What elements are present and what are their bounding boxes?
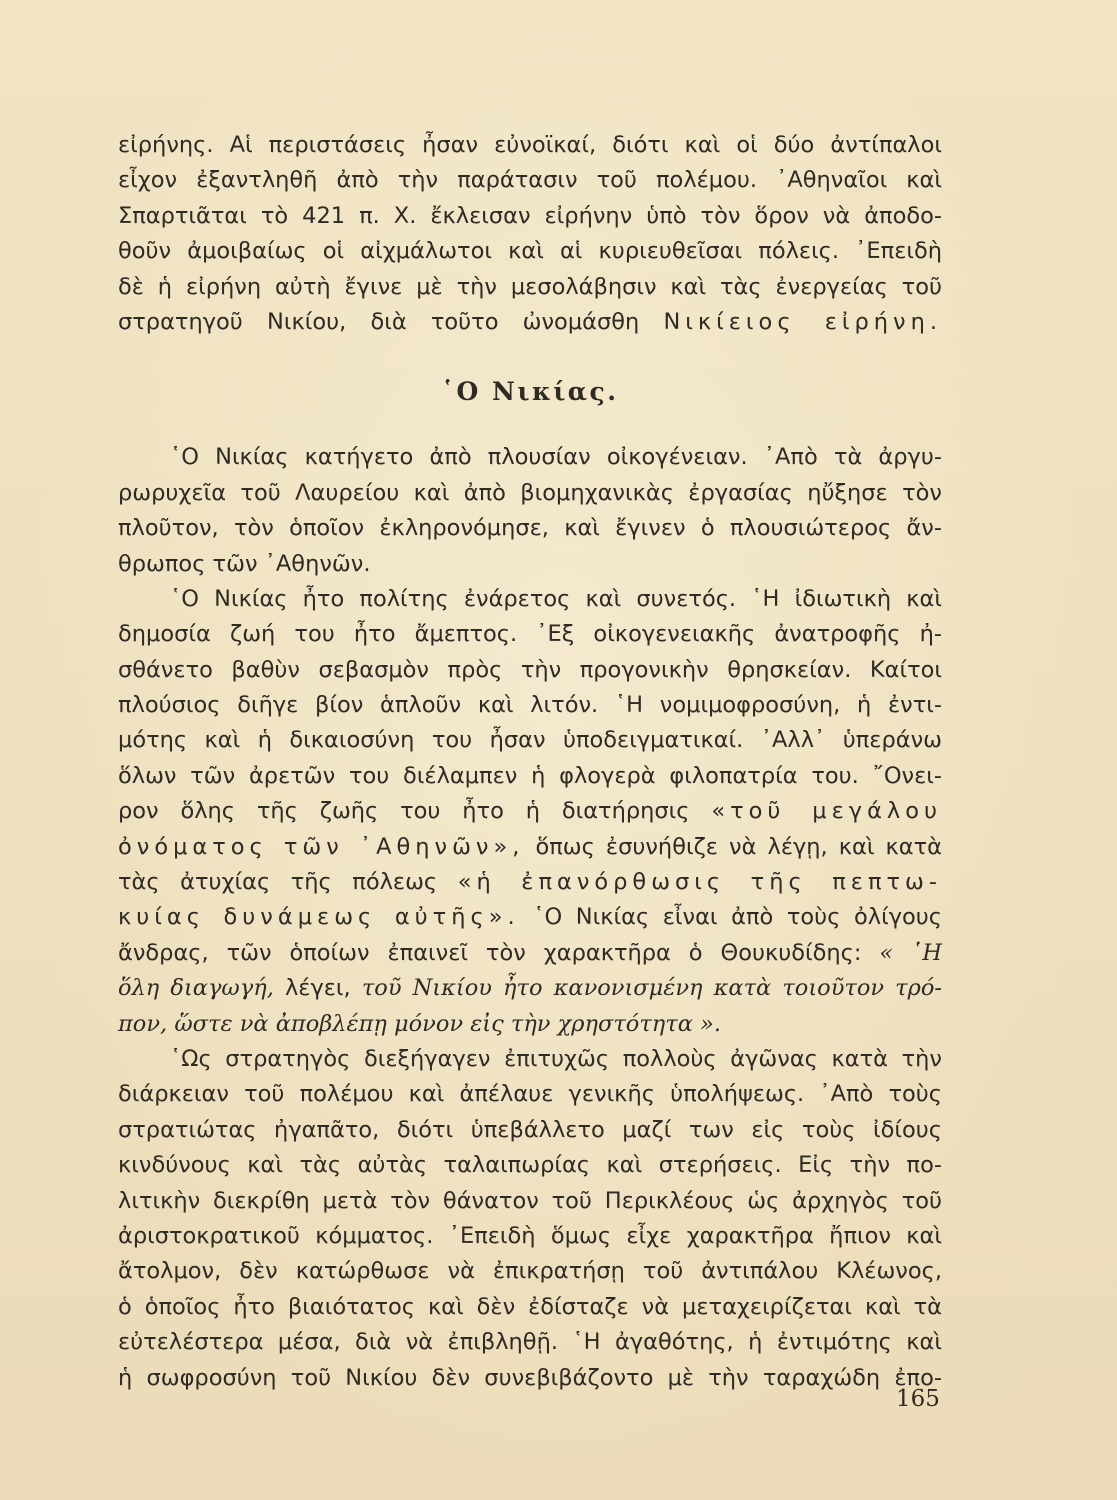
text-line: στρατιώτας ἠγαπᾶτο, διότι ὑπεβάλλετο μαζί των εἰς τοὺς ἰδίους bbox=[118, 1116, 942, 1143]
text-span: ρον ὅλης τῆς ζωῆς του ἦτο ἡ διατήρησις bbox=[118, 798, 690, 825]
text-line: Σπαρτιᾶται τὸ 421 π. Χ. ἔκλεισαν εἰρήνην ὑπὸ τὸν ὅρον νὰ ἀποδο- bbox=[118, 202, 942, 229]
spacer bbox=[118, 340, 942, 372]
text-line: ῾Ως στρατηγὸς διεξήγαγεν ἐπιτυχῶς πολλοὺς ἀγῶνας κατὰ τὴν bbox=[170, 1045, 942, 1072]
text-line: ρωρυχεῖα τοῦ Λαυρείου καὶ ἀπὸ βιομηχανικὰς ἐργασίας ηὔξησε τὸν bbox=[118, 479, 942, 506]
text-line: σθάνετο βαθὺν σεβασμὸν πρὸς τὴν προγονικὴν θρησκείαν. Καίτοι bbox=[118, 656, 942, 683]
text-line bbox=[118, 830, 942, 865]
spaced-text: κυίας δυνάμεως αὐτῆς». bbox=[118, 904, 520, 931]
text-span: λέγει, bbox=[284, 975, 351, 1002]
text-line: λιτικὴν διεκρίθη μετὰ τὸν θάνατον τοῦ Περικλέους ὡς ἀρχηγὸς τοῦ bbox=[118, 1187, 942, 1214]
spaced-text: «ἡ ἐπανόρθωσις τῆς πεπτω- bbox=[457, 869, 942, 896]
text-line: θοῦν ἀμοιβαίως οἱ αἰχμάλωτοι καὶ αἱ κυριευθεῖσαι πόλεις. ᾿Επειδὴ bbox=[118, 238, 942, 265]
text-line: δημοσία ζωή του ἦτο ἄμεπτος. ᾿Εξ οἰκογενειακῆς ἀνατροφῆς ἠ- bbox=[118, 621, 942, 648]
text-line bbox=[118, 936, 942, 971]
spaced-text: «τοῦ μεγάλου bbox=[711, 798, 942, 825]
italic-text: « ῾Η bbox=[879, 939, 942, 966]
text-line: διάρκειαν τοῦ πολέμου καὶ ἀπέλαυε γενικῆς ὑπολήψεως. ᾿Απὸ τοὺς bbox=[118, 1081, 942, 1108]
spaced-text: ὀνόματος τῶν ᾿Αθηνῶν», bbox=[118, 833, 525, 860]
text-line: ὅλων τῶν ἀρετῶν του διέλαμπεν ἡ φλογερὰ φιλοπατρία του. ῎Ονει- bbox=[118, 762, 942, 789]
text-line: μότης καὶ ἡ δικαιοσύνη του ἦσαν ὑποδειγματικαί. ᾿Αλλ᾿ ὑπεράνω bbox=[118, 727, 942, 754]
text-line: πλοῦτον, τὸν ὁποῖον ἐκληρονόμησε, καὶ ἔγινεν ὁ πλουσιώτερος ἄν- bbox=[118, 515, 942, 542]
text-line: εἶχον ἐξαντληθῆ ἀπὸ τὴν παράτασιν τοῦ πολέμου. ᾿Αθηναῖοι καὶ bbox=[118, 167, 942, 194]
text-line: δὲ ἡ εἰρήνη αὐτὴ ἔγινε μὲ τὴν μεσολάβησιν καὶ τὰς ἐνεργείας τοῦ bbox=[118, 273, 942, 300]
italic-text: τοῦ Νικίου ἦτο κανονισμένη κατὰ τοιοῦτον τρό- bbox=[361, 975, 943, 1002]
text-span: ἄνδρας, τῶν ὁποίων ἐπαινεῖ τὸν χαρακτῆρα ὁ Θουκυδίδης: bbox=[118, 939, 862, 966]
text-line: ῾Ο Νικίας ἦτο πολίτης ἐνάρετος καὶ συνετός. ῾Η ἰδιωτικὴ καὶ bbox=[170, 585, 942, 612]
text-span: ῾Ο Νικίας εἶναι ἀπὸ τοὺς ὀλίγους bbox=[533, 904, 943, 931]
text-line bbox=[118, 971, 942, 1006]
text-span: στρατηγοῦ Νικίου, διὰ τοῦτο ὠνομάσθη bbox=[118, 308, 640, 335]
spaced-text: Νικίειος εἰρήνη. bbox=[663, 308, 942, 335]
text-line bbox=[118, 1007, 942, 1042]
text-span: τὰς ἀτυχίας τῆς πόλεως bbox=[118, 869, 438, 896]
text-line: πλούσιος διῆγε βίον ἁπλοῦν καὶ λιτόν. ῾Η νομιμοφροσύνη, ἡ ἐντι- bbox=[118, 692, 942, 719]
text-line: ἄτολμον, δὲν κατώρθωσε νὰ ἐπικρατήσῃ τοῦ ἀντιπάλου Κλέωνος, bbox=[118, 1258, 942, 1285]
italic-text: πον, ὥστε νὰ ἀποβλέπῃ μόνον εἰς τὴν χρηστότητα ». bbox=[118, 1010, 721, 1037]
spacer bbox=[118, 412, 942, 440]
text-line bbox=[118, 305, 942, 340]
text-line: ῾Ο Νικίας κατήγετο ἀπὸ πλουσίαν οἰκογένειαν. ᾿Απὸ τὰ ἀργυ- bbox=[170, 444, 942, 471]
text-line: εὐτελέστερα μέσα, διὰ νὰ ἐπιβληθῇ. ῾Η ἀγαθότης, ἡ ἐντιμότης καὶ bbox=[118, 1329, 942, 1356]
text-line: ὁ ὁποῖος ἦτο βιαιότατος καὶ δὲν ἐδίσταζε νὰ μεταχειρίζεται καὶ τὰ bbox=[118, 1293, 942, 1320]
text-line: ἡ σωφροσύνη τοῦ Νικίου δὲν συνεβιβάζοντο μὲ τὴν ταραχώδη ἐπο- bbox=[118, 1364, 942, 1391]
section-heading: ῾Ο Νικίας. bbox=[441, 377, 619, 407]
italic-text: ὅλη διαγωγή, bbox=[118, 975, 274, 1002]
text-span: ὅπως ἐσυνήθιζε νὰ λέγῃ, καὶ κατὰ bbox=[535, 833, 943, 860]
text-line bbox=[118, 900, 942, 935]
text-line: ἀριστοκρατικοῦ κόμματος. ᾿Επειδὴ ὅμως εἶχε χαρακτῆρα ἤπιον καὶ bbox=[118, 1222, 942, 1249]
text-line: κινδύνους καὶ τὰς αὐτὰς ταλαιπωρίας καὶ στερήσεις. Εἰς τὴν πο- bbox=[118, 1152, 942, 1179]
text-line bbox=[118, 794, 942, 829]
page-number: 165 bbox=[896, 1386, 940, 1412]
text-line: θρωπος τῶν ᾿Αθηνῶν. bbox=[118, 550, 371, 577]
text-line bbox=[118, 865, 942, 900]
text-line: εἰρήνης. Αἱ περιστάσεις ἦσαν εὐνοϊκαί, διότι καὶ οἱ δύο ἀντίπαλοι bbox=[118, 132, 942, 158]
body-text bbox=[118, 128, 942, 1396]
